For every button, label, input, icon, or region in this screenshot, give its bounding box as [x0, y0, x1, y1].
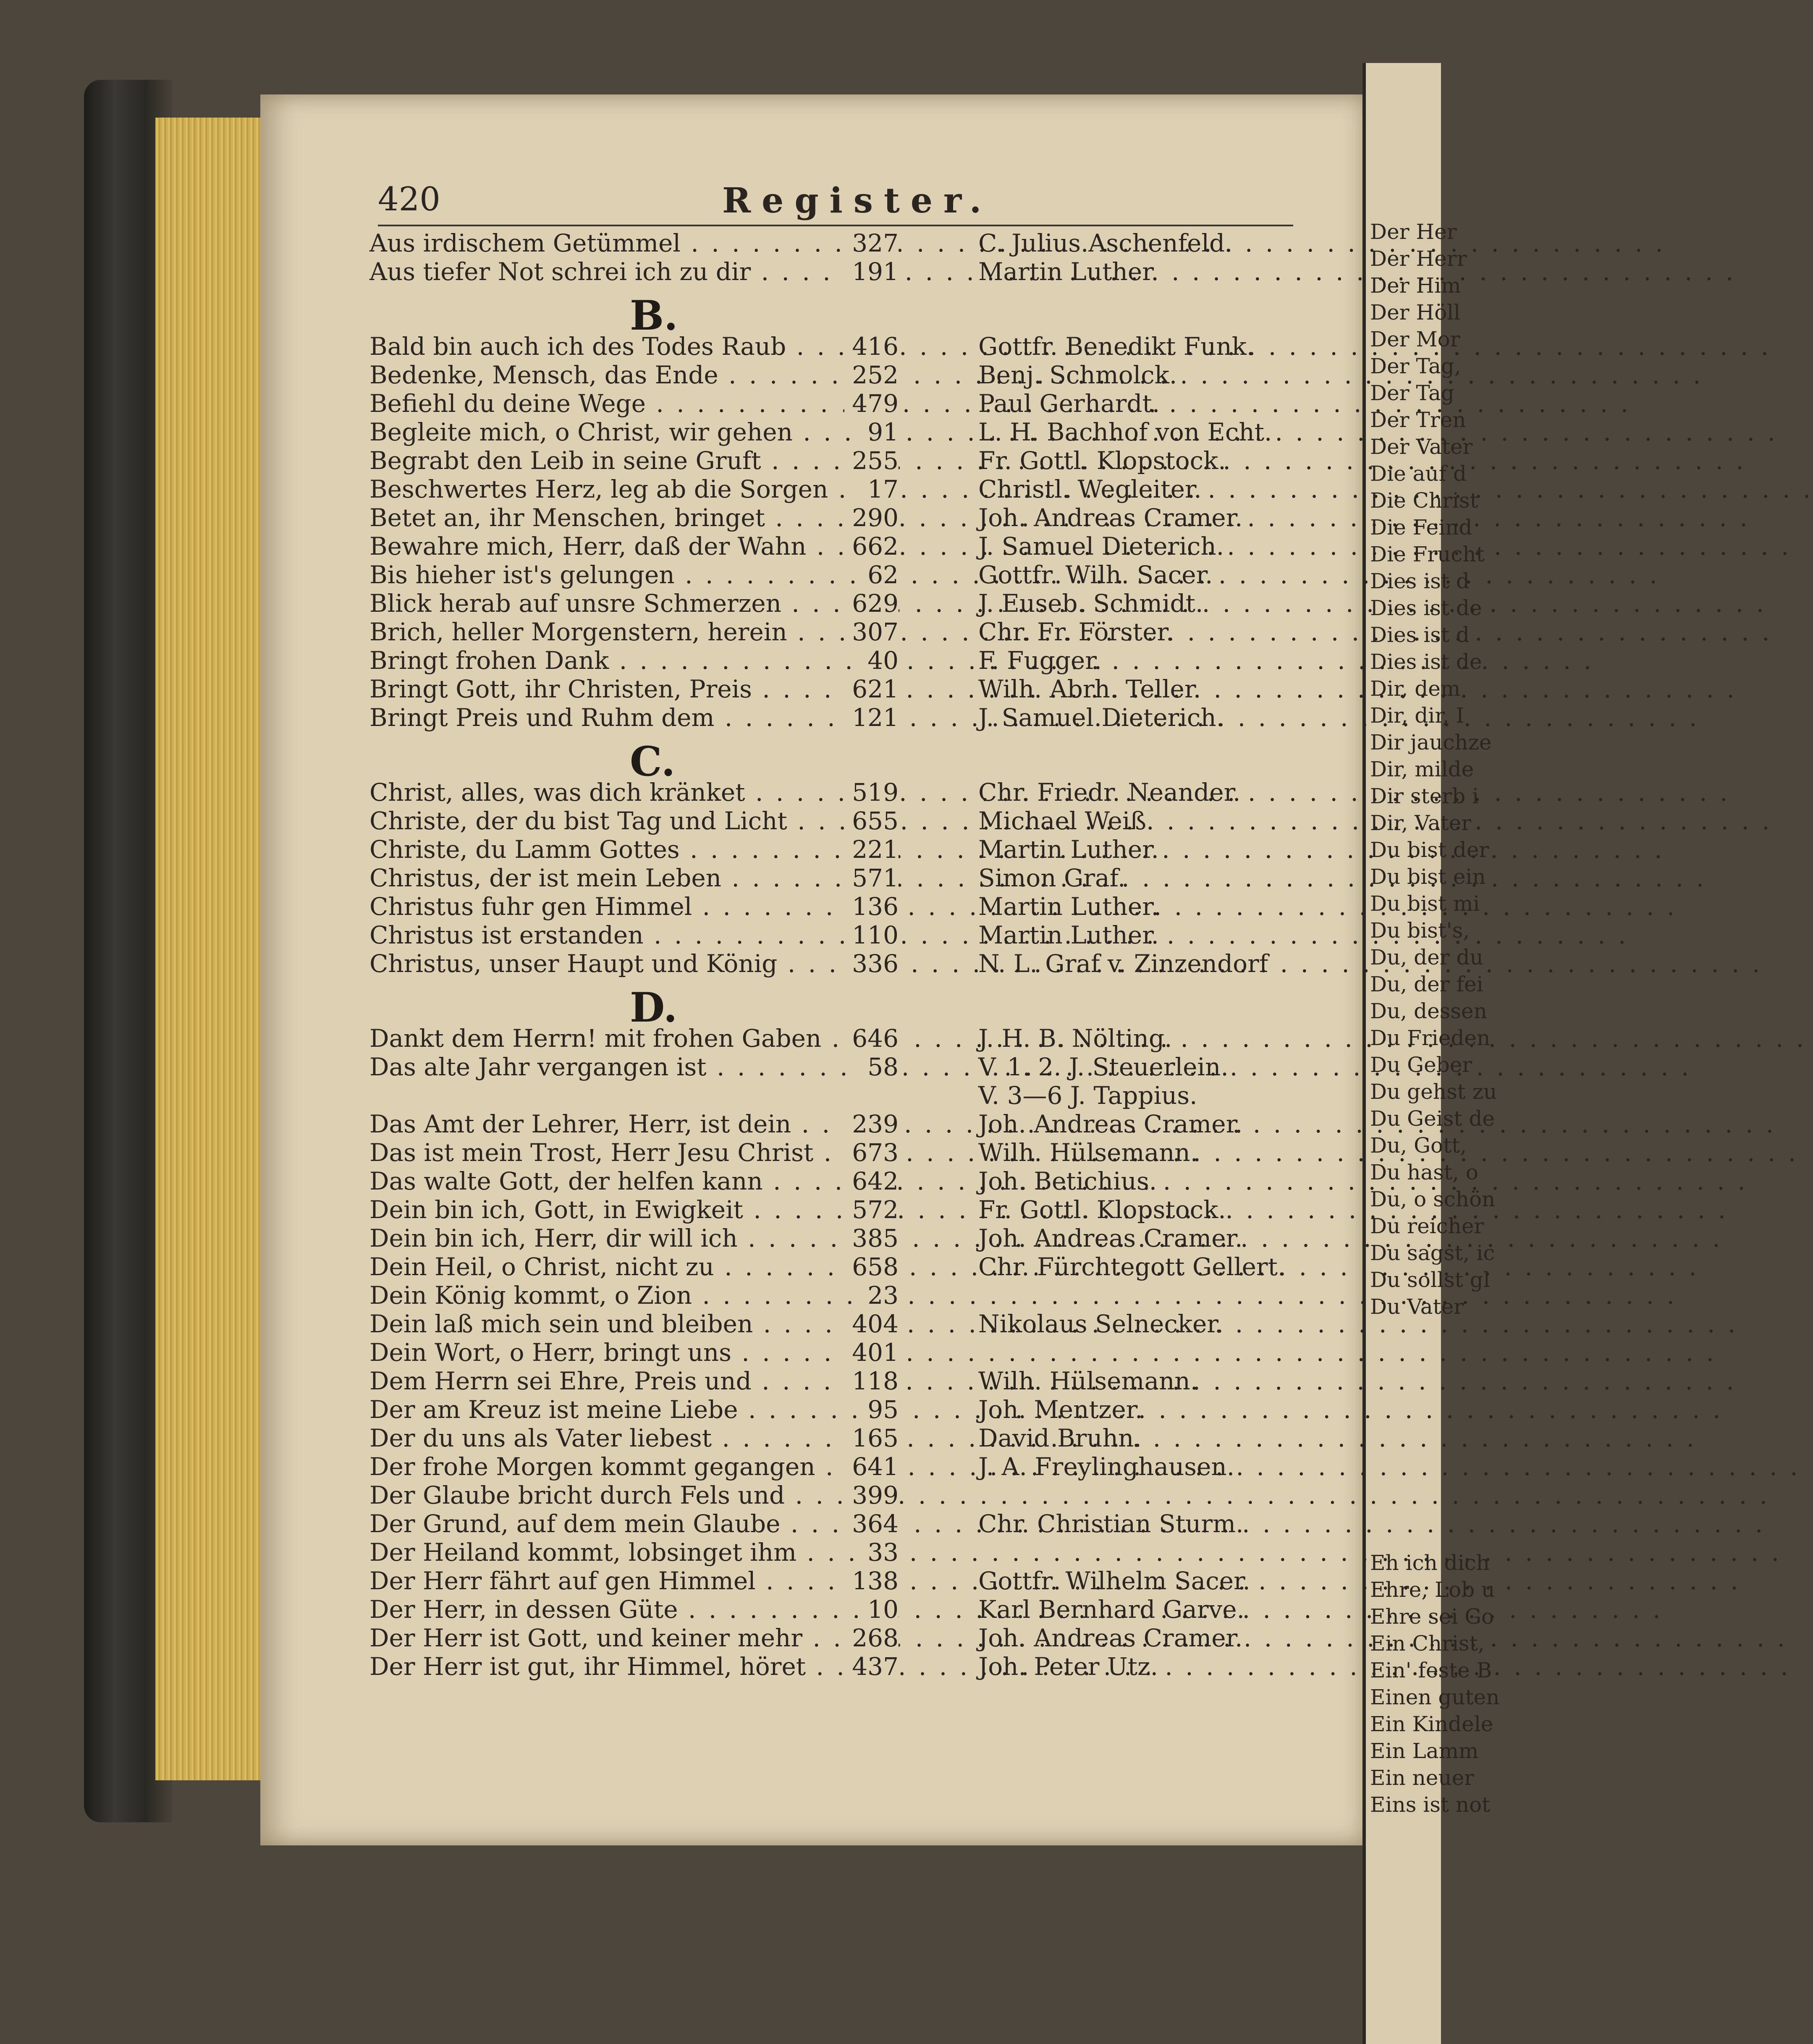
register-entry — [369, 1138, 1318, 1167]
hymn-author: Michael Weiß. — [978, 807, 1154, 835]
hymn-author: Joh. Andreas Cramer. — [978, 1624, 1243, 1652]
right-page-line: Der Höll — [1370, 300, 1461, 325]
right-page-line: Der Her — [1370, 220, 1457, 244]
register-entry — [369, 1424, 1318, 1452]
hymn-first-line: Dein bin ich, Herr, dir will ich . . . — [369, 1224, 949, 1253]
hymn-author: Joh. Mentzer. — [978, 1395, 1143, 1424]
section-letter-text: B. — [630, 292, 678, 339]
right-page-line: Dir, Vater — [1370, 811, 1472, 835]
hymn-number: 221 — [844, 835, 899, 864]
register-entry — [369, 446, 1318, 475]
hymn-author: N. L. Graf v. Zinzendorf — [978, 949, 1268, 978]
register-list — [369, 229, 1318, 1681]
right-page-line: Du, dessen — [1370, 999, 1487, 1023]
register-entry — [369, 1595, 1318, 1624]
right-page-line: Die Frucht — [1370, 542, 1485, 566]
hymn-number: 572 — [844, 1195, 899, 1224]
register-entry — [369, 1624, 1318, 1652]
hymn-author: Chr. Christian Sturm. — [978, 1509, 1244, 1538]
hymn-number: 255 — [844, 446, 899, 475]
hymn-first-line: Bedenke, Mensch, das Ende . . . — [369, 361, 949, 389]
right-page-line: Dies ist d — [1370, 623, 1470, 647]
hymn-author: Joh. Betichius. — [978, 1167, 1157, 1195]
section-letter — [369, 732, 1318, 785]
hymn-number: 646 — [844, 1024, 899, 1053]
hymn-number: 479 — [844, 389, 899, 418]
hymn-number: 290 — [844, 503, 899, 532]
right-page-line: Du bist der — [1370, 838, 1489, 862]
hymn-number: 621 — [844, 675, 899, 703]
right-page-line: Du bist's, — [1370, 918, 1470, 943]
hymn-first-line: Bald bin auch ich des Todes Raub . . . — [369, 332, 949, 361]
right-page-line: Du Geist de — [1370, 1106, 1495, 1131]
hymn-number: 136 — [844, 892, 899, 921]
register-entry — [369, 675, 1318, 703]
hymn-author: Gottfr. Wilh. Sacer. — [978, 561, 1213, 589]
hymn-author: Wilh. Hülsemann. — [978, 1367, 1198, 1395]
hymn-first-line: Christus, unser Haupt und König . . . — [369, 949, 949, 978]
hymn-author: V. 1. 2. J. Steuerlein. — [978, 1053, 1229, 1081]
register-entry — [369, 646, 1318, 675]
register-entry — [369, 1281, 1318, 1310]
hymn-author: F. Fugger. — [978, 646, 1102, 675]
hymn-number: 138 — [844, 1567, 899, 1595]
register-entry — [369, 1310, 1318, 1338]
hymn-first-line: Betet an, ihr Menschen, bringet . . . — [369, 503, 949, 532]
register-entry — [369, 1567, 1318, 1595]
right-page-line: Du Frieden — [1370, 1026, 1491, 1050]
hymn-number: 252 — [844, 361, 899, 389]
right-page-line: Der Him — [1370, 273, 1461, 298]
register-entry — [369, 949, 1318, 978]
hymn-first-line: Bringt Gott, ihr Christen, Preis . . . — [369, 675, 949, 703]
right-page-line: Dir sterb i — [1370, 784, 1479, 808]
right-page-line: Ein Lamm — [1370, 1739, 1479, 1763]
hymn-author: Chr. Friedr. Neander. — [978, 778, 1241, 807]
header-rule — [378, 225, 1293, 226]
hymn-author: J. H. B. Nölting. — [978, 1024, 1172, 1053]
right-page-line: Ein' feste B — [1370, 1658, 1492, 1682]
hymn-author: J. Samuel Dieterich. — [978, 703, 1224, 732]
right-page-line: Ehre sei Go — [1370, 1604, 1494, 1629]
register-entry — [369, 1167, 1318, 1195]
hymn-number: 10 — [860, 1595, 899, 1624]
hymn-first-line: Bringt frohen Dank . . . — [369, 646, 949, 675]
section-letter-text: D. — [630, 984, 678, 1031]
right-page-line: Der Vater — [1370, 435, 1473, 459]
right-page-line: Dies ist de — [1370, 650, 1482, 674]
hymn-number: 110 — [844, 921, 899, 949]
hymn-first-line: Blick herab auf unsre Schmerzen . . . — [369, 589, 949, 618]
register-entry — [369, 1110, 1318, 1138]
hymn-author: Joh. Peter Utz. — [978, 1652, 1158, 1681]
hymn-first-line: Dein laß mich sein und bleiben . . . — [369, 1310, 949, 1338]
hymn-author: J. A. Freylinghausen. — [978, 1452, 1235, 1481]
register-entry — [369, 1253, 1318, 1281]
hymn-first-line: Der Herr, in dessen Güte . . . — [369, 1595, 949, 1624]
hymn-author: Chr. Fürchtegott Gellert. — [978, 1253, 1286, 1281]
section-letter-text: C. — [630, 738, 676, 785]
register-entry — [369, 475, 1318, 503]
hymn-number: 33 — [860, 1538, 899, 1567]
hymn-number: 121 — [844, 703, 899, 732]
right-page-line: Du bist mi — [1370, 891, 1480, 916]
hymn-number: 641 — [844, 1452, 899, 1481]
hymn-author: Martin Luther. — [978, 835, 1159, 864]
hymn-author: J. Euseb. Schmidt. — [978, 589, 1203, 618]
hymn-author: Joh. Andreas Cramer. — [978, 1224, 1243, 1253]
hymn-author-extra: V. 3—6 J. Tappius. — [978, 1081, 1197, 1110]
section-letter — [369, 978, 1318, 1031]
register-entry — [369, 229, 1318, 257]
hymn-author: Joh. Andreas Cramer. — [978, 1110, 1243, 1138]
register-entry — [369, 589, 1318, 618]
hymn-first-line: Der Grund, auf dem mein Glaube . . . — [369, 1509, 949, 1538]
register-entry — [369, 703, 1318, 732]
register-entry — [369, 1452, 1318, 1481]
hymn-first-line: Der Glaube bricht durch Fels und . . . — [369, 1481, 949, 1509]
hymn-first-line: Der Herr fährt auf gen Himmel . . . — [369, 1567, 949, 1595]
hymn-first-line: Bringt Preis und Ruhm dem . . . — [369, 703, 949, 732]
right-page-line: Dir, dem — [1370, 676, 1461, 701]
hymn-first-line: Aus tiefer Not schrei ich zu dir . . . — [369, 257, 949, 286]
section-letter — [369, 286, 1318, 339]
hymn-number: 401 — [844, 1338, 899, 1367]
right-page-line: Ein Kindele — [1370, 1712, 1493, 1736]
register-entry — [369, 778, 1318, 807]
hymn-author: C. Julius Aschenfeld. — [978, 229, 1233, 257]
hymn-number: 404 — [844, 1310, 899, 1338]
right-page-line: Der Tag, — [1370, 354, 1461, 378]
register-entry — [369, 389, 1318, 418]
hymn-author: Wilh. Abrh. Teller. — [978, 675, 1201, 703]
right-page-line: Eins ist not — [1370, 1792, 1491, 1817]
hymn-number: 336 — [844, 949, 899, 978]
right-page-line: Du, der fei — [1370, 972, 1483, 996]
register-entry — [369, 807, 1318, 835]
hymn-number: 416 — [844, 332, 899, 361]
hymn-first-line: Christ, alles, was dich kränket . . . — [369, 778, 949, 807]
register-entry — [369, 257, 1318, 286]
right-page-line: Einen guten — [1370, 1685, 1500, 1709]
right-page-line: Ehre, Lob u — [1370, 1578, 1495, 1602]
hymn-first-line: Christus ist erstanden . . . — [369, 921, 949, 949]
register-entry — [369, 835, 1318, 864]
right-page-line: Ein Christ, — [1370, 1631, 1485, 1656]
register-entry — [369, 1024, 1318, 1053]
hymn-number: 17 — [860, 475, 899, 503]
hymn-author: Martin Luther. — [978, 921, 1159, 949]
hymn-first-line: Dankt dem Herrn! mit frohen Gaben . . . — [369, 1024, 949, 1053]
hymn-first-line: Begleite mich, o Christ, wir gehen . . . — [369, 418, 949, 446]
hymn-number: 118 — [844, 1367, 899, 1395]
right-page-line: Ein neuer — [1370, 1766, 1475, 1790]
register-entry — [369, 1652, 1318, 1681]
register-entry — [369, 503, 1318, 532]
hymn-author: Fr. Gottl. Klopstock. — [978, 1195, 1226, 1224]
page-number: 420 — [378, 181, 440, 218]
hymn-first-line: Christus, der ist mein Leben . . . — [369, 864, 949, 892]
right-page-line: Der Mor — [1370, 327, 1460, 351]
hymn-number: 307 — [844, 618, 899, 646]
right-page-line: Der Tag — [1370, 381, 1454, 405]
hymn-author: Christl. Wegleiter. — [978, 475, 1202, 503]
hymn-number: 673 — [844, 1138, 899, 1167]
hymn-author: Benj. Schmolck. — [978, 361, 1177, 389]
right-page-line: Eh ich dich — [1370, 1551, 1490, 1575]
hymn-first-line: Beschwertes Herz, leg ab die Sorgen . . . — [369, 475, 949, 503]
hymn-first-line: Der frohe Morgen kommt gegangen . . . — [369, 1452, 949, 1481]
hymn-author: L. H. Bachhof von Echt. — [978, 418, 1272, 446]
hymn-number: 658 — [844, 1253, 899, 1281]
hymn-number: 268 — [844, 1624, 899, 1652]
hymn-author: Nikolaus Selnecker. — [978, 1310, 1224, 1338]
hymn-first-line: Aus irdischem Getümmel . . . — [369, 229, 949, 257]
register-entry — [369, 892, 1318, 921]
right-page-line: Du hast, o — [1370, 1160, 1478, 1184]
hymn-number: 40 — [860, 646, 899, 675]
register-entry — [369, 1367, 1318, 1395]
hymn-first-line: Befiehl du deine Wege . . . — [369, 389, 949, 418]
hymn-first-line: Christe, du Lamm Gottes . . . — [369, 835, 949, 864]
register-entry — [369, 332, 1318, 361]
right-page-line: Du sollst gl — [1370, 1268, 1490, 1292]
right-page-line: Dies ist d — [1370, 569, 1470, 593]
hymn-first-line: Das walte Gott, der helfen kann . . . — [369, 1167, 949, 1195]
right-page-line: Die auf d — [1370, 461, 1467, 486]
right-page-line: Der Herr — [1370, 246, 1467, 271]
hymn-number: 519 — [844, 778, 899, 807]
hymn-first-line: Christus fuhr gen Himmel . . . — [369, 892, 949, 921]
hymn-author-continuation — [369, 1081, 1318, 1110]
right-page-line: Der Tren — [1370, 408, 1466, 432]
register-entry — [369, 1538, 1318, 1567]
hymn-author: Joh. Andreas Cramer. — [978, 503, 1243, 532]
hymn-author: Wilh. Hülsemann. — [978, 1138, 1198, 1167]
right-page-line: Du Vater — [1370, 1295, 1464, 1319]
right-page-line: Dir jauchze — [1370, 730, 1492, 755]
hymn-author: Chr. Fr. Förster. — [978, 618, 1174, 646]
hymn-first-line: Der Heiland kommt, lobsinget ihm . . . — [369, 1538, 949, 1567]
hymn-author: Simon Graf. — [978, 864, 1126, 892]
hymn-first-line: Dein bin ich, Gott, in Ewigkeit . . . — [369, 1195, 949, 1224]
right-page-line: Dies ist de — [1370, 596, 1482, 620]
right-page-line: Dir, dir, I — [1370, 703, 1465, 728]
gilt-page-edges — [155, 118, 269, 1780]
hymn-first-line: Der Herr ist gut, ihr Himmel, höret . . . — [369, 1652, 949, 1681]
hymn-number: 165 — [844, 1424, 899, 1452]
register-entry — [369, 532, 1318, 561]
hymn-number: 642 — [844, 1167, 899, 1195]
register-entry — [369, 1053, 1318, 1081]
right-page-line: Dir, milde — [1370, 757, 1474, 781]
hymn-first-line: Der du uns als Vater liebest . . . — [369, 1424, 949, 1452]
page-title: Register. — [722, 181, 993, 221]
hymn-number: 629 — [844, 589, 899, 618]
page-header — [378, 181, 993, 227]
hymn-first-line: Der Herr ist Gott, und keiner mehr . . . — [369, 1624, 949, 1652]
right-page-line: Du, o schön — [1370, 1187, 1496, 1211]
hymn-number: 399 — [844, 1481, 899, 1509]
hymn-number: 191 — [844, 257, 899, 286]
hymn-first-line: Dem Herrn sei Ehre, Preis und . . . — [369, 1367, 949, 1395]
hymn-number: 239 — [844, 1110, 899, 1138]
register-entry — [369, 864, 1318, 892]
register-entry — [369, 1224, 1318, 1253]
hymn-first-line: Dein König kommt, o Zion . . . — [369, 1281, 949, 1310]
hymn-first-line: Dein Heil, o Christ, nicht zu . . . — [369, 1253, 949, 1281]
hymn-first-line: Das alte Jahr vergangen ist . . . — [369, 1053, 949, 1081]
hymn-first-line: Der am Kreuz ist meine Liebe . . . — [369, 1395, 949, 1424]
hymn-number: 327 — [844, 229, 899, 257]
hymn-number: 385 — [844, 1224, 899, 1253]
register-entry — [369, 1395, 1318, 1424]
right-page-line: Du reicher — [1370, 1214, 1484, 1238]
hymn-number: 91 — [860, 418, 899, 446]
register-entry — [369, 561, 1318, 589]
hymn-number: 58 — [860, 1053, 899, 1081]
hymn-number: 62 — [860, 561, 899, 589]
hymn-number: 437 — [844, 1652, 899, 1681]
register-entry — [369, 921, 1318, 949]
hymn-first-line: Das Amt der Lehrer, Herr, ist dein . . . — [369, 1110, 949, 1138]
hymn-first-line: Bewahre mich, Herr, daß der Wahn . . . — [369, 532, 949, 561]
register-entry — [369, 618, 1318, 646]
hymn-first-line: Das ist mein Trost, Herr Jesu Christ . . . — [369, 1138, 949, 1167]
hymn-author: J. Samuel Dieterich. — [978, 532, 1224, 561]
hymn-number: 95 — [860, 1395, 899, 1424]
hymn-author: Gottfr. Wilhelm Sacer. — [978, 1567, 1250, 1595]
register-entry — [369, 1481, 1318, 1509]
register-entry — [369, 1338, 1318, 1367]
right-page-line: Du, der du — [1370, 945, 1483, 970]
register-entry — [369, 418, 1318, 446]
hymn-author: Gottfr. Benedikt Funk. — [978, 332, 1255, 361]
hymn-number: 662 — [844, 532, 899, 561]
right-page-line: Du gehst zu — [1370, 1080, 1497, 1104]
hymn-author: Martin Luther. — [978, 257, 1159, 286]
hymn-author: Martin Luther. — [978, 892, 1159, 921]
hymn-number: 655 — [844, 807, 899, 835]
hymn-first-line: Bis hieher ist's gelungen . . . — [369, 561, 949, 589]
register-entry — [369, 361, 1318, 389]
hymn-number: 364 — [844, 1509, 899, 1538]
hymn-first-line: Begrabt den Leib in seine Gruft . . . — [369, 446, 949, 475]
right-page-line: Die Christ — [1370, 488, 1478, 513]
hymn-author: Fr. Gottl. Klopstock. — [978, 446, 1226, 475]
hymn-first-line: Dein Wort, o Herr, bringt uns . . . — [369, 1338, 949, 1367]
hymn-first-line: Brich, heller Morgenstern, herein . . . — [369, 618, 949, 646]
hymn-first-line: Christe, der du bist Tag und Licht . . . — [369, 807, 949, 835]
right-page-line: Die Feind — [1370, 515, 1472, 540]
hymn-author: Paul Gerhardt. — [978, 389, 1160, 418]
register-entry — [369, 1509, 1318, 1538]
right-page-line: Du Geber — [1370, 1053, 1472, 1077]
hymn-author: Karl Bernhard Garve. — [978, 1595, 1245, 1624]
register-entry — [369, 1195, 1318, 1224]
right-page-line: Du, Gott, — [1370, 1133, 1467, 1158]
hymn-author: David Bruhn. — [978, 1424, 1142, 1452]
right-page-line: Du sagst, ic — [1370, 1241, 1495, 1265]
right-page-line: Du bist ein — [1370, 865, 1486, 889]
hymn-number: 23 — [860, 1281, 899, 1310]
hymn-number: 571 — [844, 864, 899, 892]
